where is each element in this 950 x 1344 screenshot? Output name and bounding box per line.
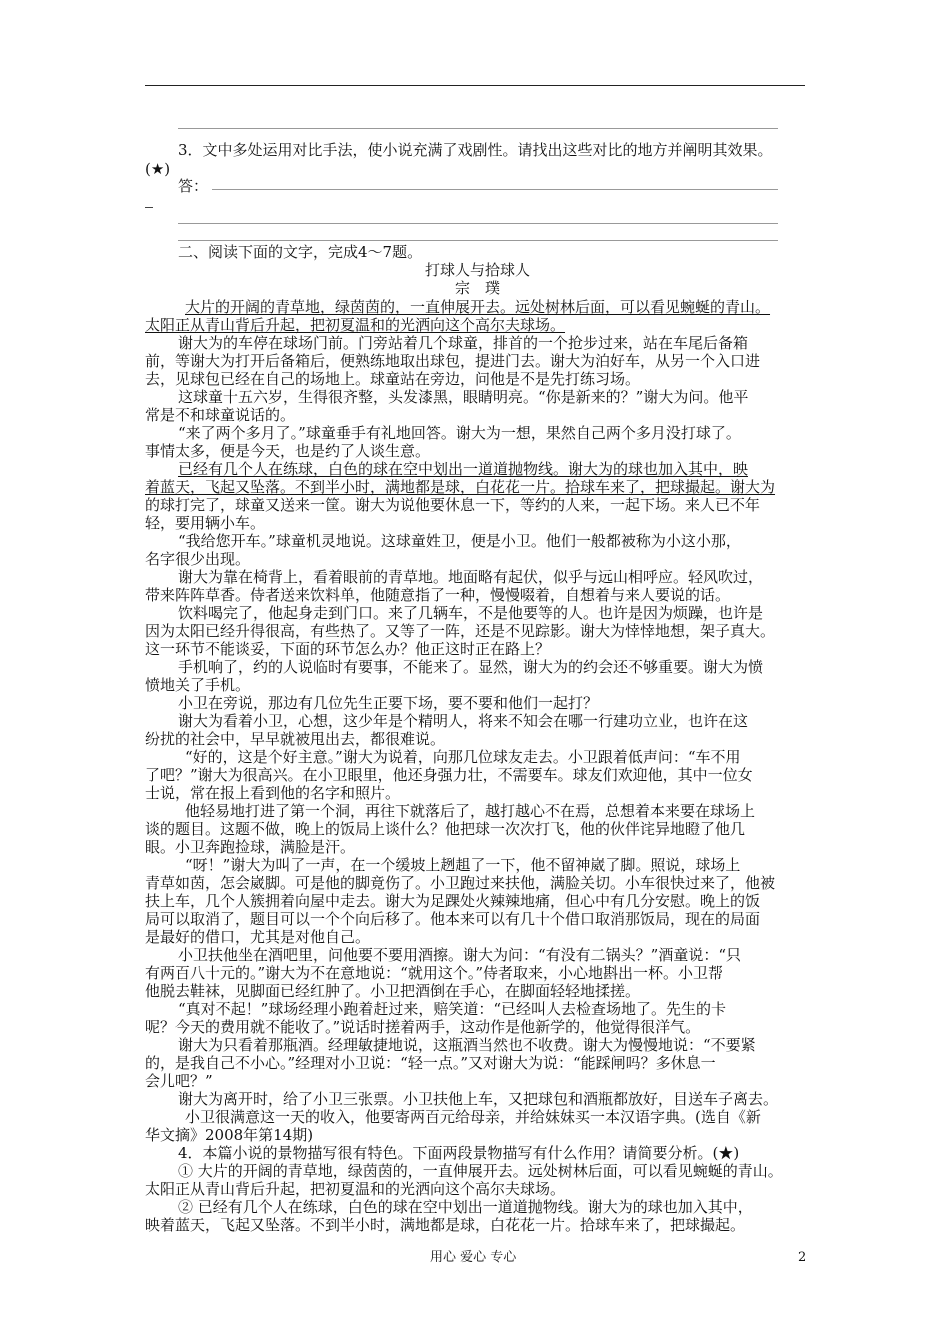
story-line: 小卫很满意这一天的收入，他要寄两百元给母亲，并给妹妹买一本汉语字典。(选自《新 [185,1108,761,1126]
story-line: 小卫扶他坐在酒吧里，问他要不要用酒擦。谢大为问：“有没有二锅头？”酒童说：“只 [178,946,742,964]
story-author: 宗 璞 [454,279,500,297]
story-line: 谢大为只看着那瓶酒。经理敏捷地说，这瓶酒当然也不收费。谢大为慢慢地说：“不要紧 [178,1036,756,1054]
story-line: 这一环节不能谈妥，下面的环节怎么办？他正这时正在路上？ [145,640,551,658]
question-4: 4．本篇小说的景物描写很有特色。下面两段景物描写有什么作用？请简要分析。(★) [178,1144,740,1162]
story-line: 他轻易地打进了第一个洞，再往下就落后了，越打越心不在焉，总想着本来要在球场上 [185,802,756,820]
story-line: “来了两个多月了。”球童垂手有礼地回答。谢大为一想，果然自己两个多月没打球了。 [178,424,741,442]
story-line: 青草如茵，怎会崴脚。可是他的脚竟伤了。小卫跑过来扶他，满脸关切。小车很快过来了，他被 [145,874,776,892]
story-line: 小卫在旁说，那边有几位先生正要下场，要不要和他们一起打？ [178,694,599,712]
story-line: “好的，这是个好主意。”谢大为说着，向那几位球友走去。小卫跟着低声问：“车不用 [185,748,741,766]
footer-text: 用心 爱心 专心 [430,1250,517,1265]
answer-line-stub [145,207,153,208]
story-line: 谢大为的车停在球场门前。门旁站着几个球童，排首的一个抢步过来，站在车尾后备箱 [178,334,749,352]
story-line: 呢？今天的费用就不能收了。”说话时搓着两手，这动作是他新学的，他觉得很洋气。 [145,1018,701,1036]
story-line: 轻，要用辆小车。 [145,514,266,532]
story-line: 的，是我自己不小心。”经理对小卫说：“轻一点。”又对谢大为说：“能踩闸吗？多休息一 [145,1054,716,1072]
story-line: 扶上车，几个人簇拥着向屋中走去。谢大为足踝处火辣辣地痛，但心中有几分安慰。晚上的饭 [145,892,761,910]
story-line: 是最好的借口，尤其是对他自己。 [145,928,371,946]
question-4-passage-1: 太阳正从青山背后升起，把初夏温和的光洒向这个高尔夫球场。 [145,1180,566,1198]
story-title: 打球人与拾球人 [424,261,530,279]
story-line: 谢大为看着小卫，心想，这少年是个精明人，将来不知会在哪一行建功立业，也许在这 [178,712,749,730]
story-line: 愤地关了手机。 [145,676,251,694]
story-line: 士说，常在报上看到他的名字和照片。 [145,784,401,802]
story-line: 着蓝天，飞起又坠落。不到半小时，满地都是球，白花花一片。拾球车来了，把球撮起。谢大为 [145,478,776,496]
answer-line [178,223,778,224]
question-3-star: (★) [145,160,171,178]
story-line: 的球打完了，球童又送来一筐。谢大为说他要休息一下，等约的人来，一起下场。来人已不年 [145,496,761,514]
story-line: 谈的题目。这题不做，晚上的饭局上谈什么？他把球一次次打飞，他的伙伴诧异地瞪了他几 [145,820,746,838]
page-number: 2 [798,1250,807,1265]
story-line: 带来阵阵草香。侍者送来饮料单，他随意指了一种，慢慢啜着，自想着与来人要说的话。 [145,586,731,604]
story-line: 常是不和球童说话的。 [145,406,296,424]
story-line: 去，见球包已经在自己的场地上。球童站在旁边，问他是不是先打练习场。 [145,370,641,388]
story-line: “真对不起！”球场经理小跑着赶过来，赔笑道：“已经叫人去检查场地了。先生的卡 [178,1000,727,1018]
question-4-passage-2: ② 已经有几个人在练球，白色的球在空中划出一道道抛物线。谢大为的球也加入其中， [178,1198,753,1216]
story-line: 因为太阳已经升得很高，有些热了。又等了一阵，还是不见踪影。谢大为悻悻地想，架子真大。 [145,622,776,640]
question-3: 3．文中多处运用对比手法，使小说充满了戏剧性。请找出这些对比的地方并阐明其效果。 [178,141,773,159]
story-line: 眼。小卫奔跑捡球，满脸是汗。 [145,838,356,856]
story-line: “我给您开车。”球童机灵地说。这球童姓卫，便是小卫。他们一般都被称为小这小那， [178,532,741,550]
answer-label: 答： [178,177,209,195]
story-line: 局可以取消了，题目可以一个个向后移了。他本来可以有几十个借口取消那饭局，现在的局面 [145,910,761,928]
story-line: 已经有几个人在练球，白色的球在空中划出一道道抛物线。谢大为的球也加入其中，映 [178,460,749,478]
story-line: 会儿吧？” [145,1072,213,1090]
story-line: 大片的开阔的青草地，绿茵茵的，一直伸展开去。远处树林后面，可以看见蜿蜒的青山。 [185,298,771,316]
story-line: 谢大为离开时，给了小卫三张票。小卫扶他上车，又把球包和酒瓶都放好，目送车子离去。 [178,1090,779,1108]
story-line: 纷扰的社会中，早早就被甩出去，都很难说。 [145,730,446,748]
story-line: 了吧？”谢大为很高兴。在小卫眼里，他还身强力壮，不需要车。球友们欢迎他，其中一位女 [145,766,753,784]
question-4-passage-2: 映着蓝天，飞起又坠落。不到半小时，满地都是球，白花花一片。拾球车来了，把球撮起。 [145,1216,746,1234]
answer-line [178,128,778,129]
story-line: 谢大为靠在椅背上，看着眼前的青草地。地面略有起伏，似乎与远山相呼应。轻风吹过， [178,568,764,586]
story-line: 手机响了，约的人说临时有要事，不能来了。显然，谢大为的约会还不够重要。谢大为愤 [178,658,764,676]
story-line: “呀！”谢大为叫了一声，在一个缓坡上趔趄了一下，他不留神崴了脚。照说，球场上 [185,856,741,874]
story-line: 华文摘》2008年第14期) [145,1126,314,1144]
story-line: 前，等谢大为打开后备箱后，便熟练地取出球包，提进门去。谢大为泊好车，从另一个入口进 [145,352,761,370]
story-line: 饮料喝完了，他起身走到门口。来了几辆车，不是他要等的人。也许是因为烦躁，也许是 [178,604,764,622]
story-line: 名字很少出现。 [145,550,251,568]
story-line: 这球童十五六岁，生得很齐整，头发漆黑，眼睛明亮。“你是新来的？”谢大为问。他平 [178,388,749,406]
story-line: 事情太多，便是今天，也是约了人谈生意。 [145,442,431,460]
story-line: 太阳正从青山背后升起，把初夏温和的光洒向这个高尔夫球场。 [145,316,566,334]
story-line: 有两百八十元的。”谢大为不在意地说：“就用这个。”侍者取来，小心地斟出一杯。小卫帮 [145,964,724,982]
section-instruction: 二、阅读下面的文字，完成4～7题。 [178,243,423,261]
answer-line [212,189,778,190]
question-4-passage-1: ① 大片的开阔的青草地，绿茵茵的，一直伸展开去。远处树林后面，可以看见蜿蜒的青山。 [178,1162,783,1180]
header-rule [145,85,805,86]
answer-line [178,240,778,241]
story-line: 他脱去鞋袜，见脚面已经红肿了。小卫把酒倒在手心，在脚面轻轻地揉搓。 [145,982,641,1000]
